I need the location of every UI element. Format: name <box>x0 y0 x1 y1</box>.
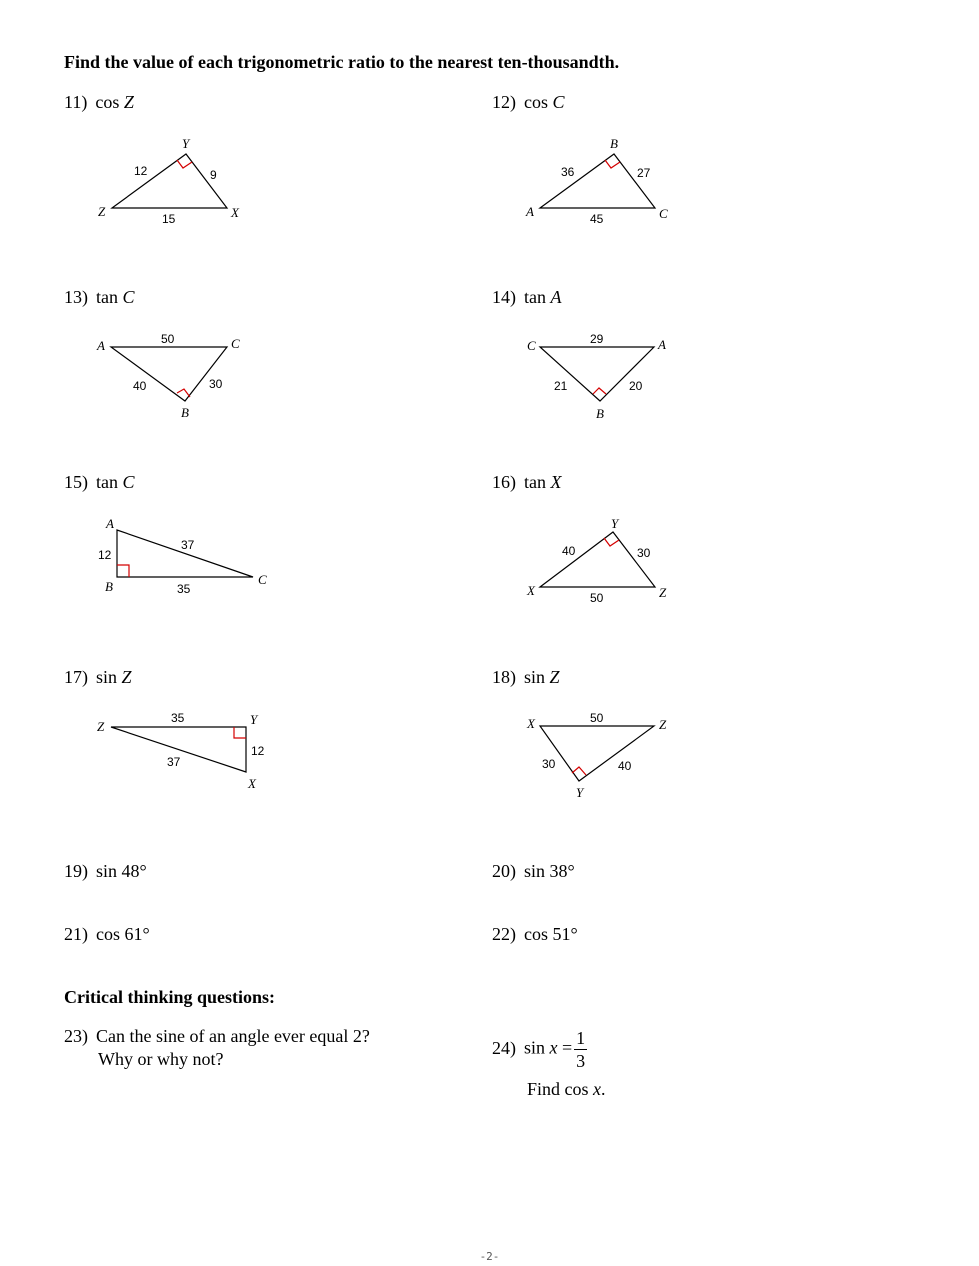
page-number: -2- <box>479 1250 500 1263</box>
problem-text: cos 51° <box>524 924 578 944</box>
problem-number: 18) <box>492 667 516 687</box>
triangle-outline <box>540 726 654 781</box>
problem-text: x <box>549 1037 558 1058</box>
problem-number: 20) <box>492 861 516 881</box>
vertex-label: Z <box>659 717 667 732</box>
problem-16 <box>492 472 562 493</box>
vertex-label: Z <box>659 585 667 600</box>
side-label: 50 <box>161 332 175 346</box>
side-label: 45 <box>590 212 604 226</box>
problem-text: C <box>552 92 565 112</box>
fraction <box>574 1027 587 1072</box>
triangle-outline <box>540 154 655 208</box>
fraction-denominator: 3 <box>576 1051 586 1071</box>
vertex-label: X <box>231 205 239 220</box>
vertex-label: Y <box>576 785 584 800</box>
vertex-label: X <box>248 776 256 791</box>
triangle-outline <box>111 347 227 401</box>
problem-number: 19) <box>64 861 88 881</box>
right-angle-marker <box>117 565 129 577</box>
problem-number: 11) <box>64 92 88 112</box>
side-label: 30 <box>542 757 556 771</box>
vertex-label: A <box>97 338 105 353</box>
side-label: 40 <box>618 759 632 773</box>
right-angle-marker <box>593 388 606 394</box>
problem-text: X <box>550 472 562 492</box>
problem-text: cos 61° <box>96 924 150 944</box>
problem-text: sin 38° <box>524 861 575 881</box>
vertex-label: B <box>596 406 604 421</box>
side-label: 15 <box>162 212 176 226</box>
vertex-label: B <box>181 405 189 420</box>
side-label: 30 <box>637 546 651 560</box>
vertex-label: A <box>526 204 534 219</box>
triangle-14 <box>527 332 666 421</box>
side-label: 35 <box>177 582 191 596</box>
side-label: 29 <box>590 332 604 346</box>
triangle-17 <box>97 711 265 791</box>
side-label: 40 <box>562 544 576 558</box>
right-angle-marker <box>234 727 246 738</box>
trig-function: tan <box>96 472 118 492</box>
trig-function: tan <box>96 287 118 307</box>
problem-text: sin 48° <box>96 861 147 881</box>
side-label: 21 <box>554 379 568 393</box>
right-angle-marker <box>177 389 190 397</box>
right-angle-marker <box>605 160 620 168</box>
vertex-label: Y <box>611 516 619 531</box>
side-label: 12 <box>134 164 148 178</box>
side-label: 37 <box>167 755 181 769</box>
side-label: 50 <box>590 711 604 725</box>
problem-22 <box>492 924 578 945</box>
side-label: 12 <box>251 744 265 758</box>
vertex-label: Z <box>97 719 105 734</box>
problem-14 <box>492 287 562 308</box>
problem-12 <box>492 92 565 113</box>
problem-text: Z <box>121 667 132 687</box>
question-line-2: Why or why not? <box>98 1049 224 1069</box>
problem-number: 17) <box>64 667 88 687</box>
vertex-label: Y <box>250 712 258 727</box>
vertex-label: A <box>658 337 666 352</box>
problem-number: 14) <box>492 287 516 307</box>
problem-text: A <box>550 287 562 307</box>
problem-number: 13) <box>64 287 88 307</box>
side-label: 50 <box>590 591 604 605</box>
problem-number: 24) <box>492 1037 516 1058</box>
problem-number: 23) <box>64 1026 88 1046</box>
trig-function: sin <box>96 667 118 687</box>
trig-function: tan <box>524 287 546 307</box>
fraction-numerator: 1 <box>576 1028 586 1048</box>
problem-21 <box>64 924 150 945</box>
vertex-label: X <box>527 583 535 598</box>
trig-function: tan <box>524 472 546 492</box>
problem-13 <box>64 287 135 308</box>
problem-text: = <box>562 1037 573 1058</box>
problem-number: 15) <box>64 472 88 492</box>
problem-19 <box>64 861 147 882</box>
trig-function: sin <box>524 1037 546 1058</box>
problem-20 <box>492 861 575 882</box>
problem-text: C <box>122 472 135 492</box>
side-label: 12 <box>98 548 112 562</box>
vertex-label: C <box>231 336 240 351</box>
vertex-label: B <box>610 136 618 151</box>
problem-24 <box>492 1027 587 1072</box>
vertex-label: C <box>659 206 668 221</box>
problem-text: Z <box>549 667 560 687</box>
trig-function: sin <box>524 667 546 687</box>
problem-number: 12) <box>492 92 516 112</box>
instructions-heading: Find the value of each trigonometric ratio to the nearest ten-thousandth. <box>64 52 620 72</box>
trig-function: cos <box>95 92 120 112</box>
vertex-label: A <box>106 516 114 531</box>
triangle-18 <box>526 711 667 800</box>
vertex-label: Z <box>98 204 106 219</box>
side-label: 9 <box>210 168 217 182</box>
vertex-label: Y <box>182 136 190 151</box>
problem-17 <box>64 667 132 688</box>
problem-23 <box>64 1026 370 1047</box>
problem-24-followup: Find cos x. <box>527 1079 606 1099</box>
trig-function: cos <box>524 92 548 112</box>
side-label: 36 <box>561 165 575 179</box>
problem-15 <box>64 472 135 493</box>
vertex-label: B <box>105 579 113 594</box>
right-angle-marker <box>604 538 619 546</box>
problem-text: C <box>122 287 135 307</box>
vertex-label: X <box>527 716 535 731</box>
side-label: 35 <box>171 711 185 725</box>
triangle-13 <box>96 332 240 420</box>
side-label: 27 <box>637 166 651 180</box>
vertex-label: C <box>527 338 536 353</box>
angle-variable: Z <box>123 92 134 112</box>
side-label: 30 <box>209 377 223 391</box>
side-label: 20 <box>629 379 643 393</box>
problem-number: 22) <box>492 924 516 944</box>
triangle-15 <box>98 516 267 596</box>
problem-number: 21) <box>64 924 88 944</box>
problem-18 <box>492 667 560 688</box>
triangle-12 <box>525 136 668 226</box>
question-line-1: Can the sine of an angle ever equal 2? <box>96 1026 370 1046</box>
right-angle-marker <box>177 160 192 168</box>
side-label: 37 <box>181 538 195 552</box>
triangle-11 <box>98 136 240 226</box>
triangle-16 <box>526 516 667 605</box>
vertex-label: C <box>258 572 267 587</box>
side-label: 40 <box>133 379 147 393</box>
problem-number: 16) <box>492 472 516 492</box>
critical-thinking-heading: Critical thinking questions: <box>64 987 276 1007</box>
